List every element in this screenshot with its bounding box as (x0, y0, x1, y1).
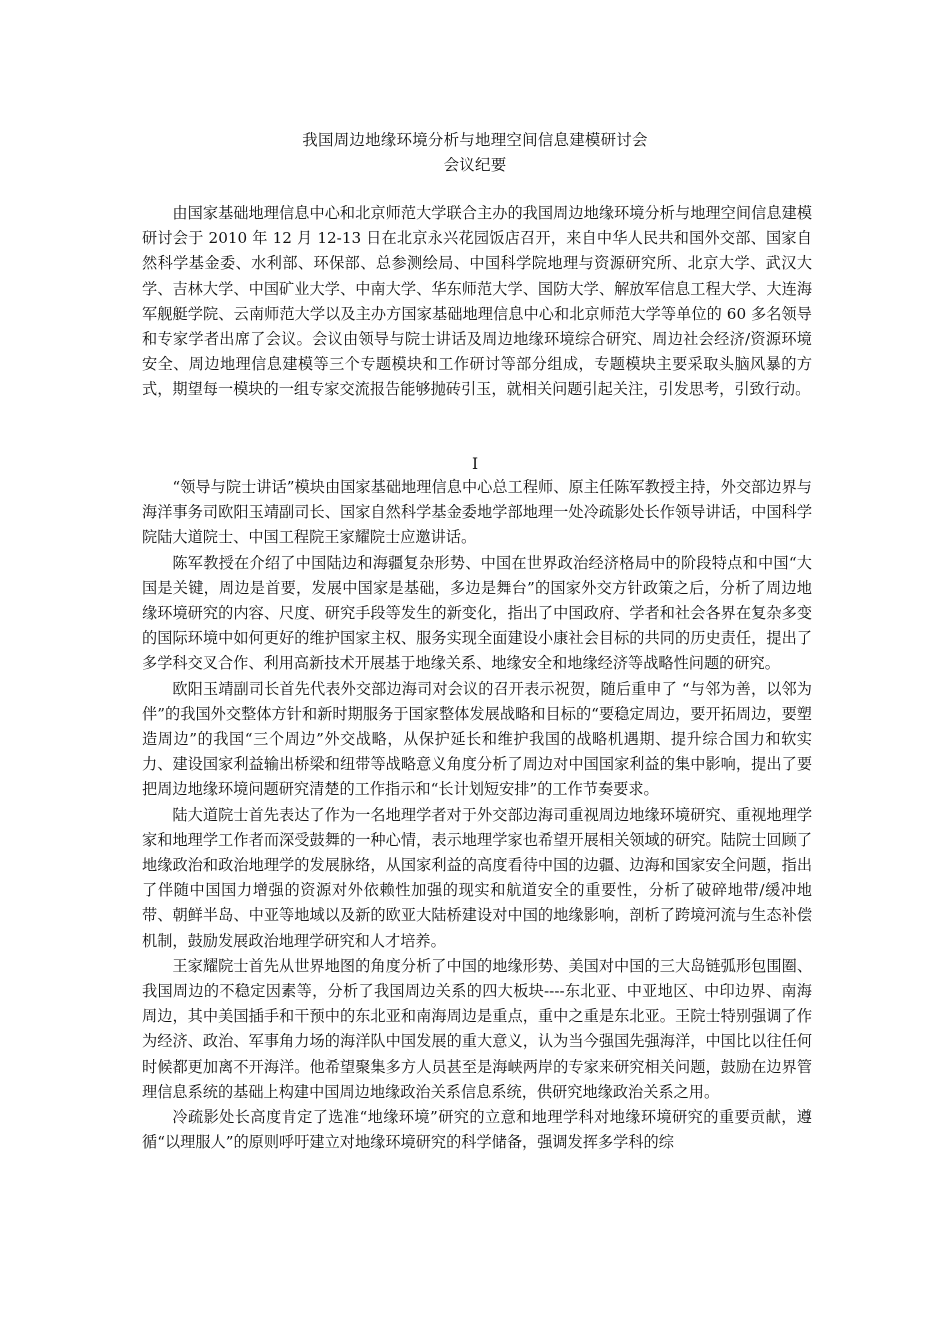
paragraph-4: 陆大道院士首先表达了作为一名地理学者对于外交部边海司重视周边地缘环境研究、重视地理学家和地理学工作者而深受鼓舞的一种心情，表示地理学家也希望开展相关领域的研究。陆院士回顾了地缘政治和政治地理学的发展脉络，从国家利益的高度看待中国的边疆、边海和国家安全问题，指出了伴随中国国力增强的资源对外依赖性加强的现实和航道安全的重要性，分析了破碎地带/缓冲地带、朝鲜半岛、中亚等地域以及新的欧亚大陆桥建设对中国的地缘影响，剖析了跨境河流与生态补偿机制，鼓励发展政治地理学研究和人才培养。 (142, 805, 812, 950)
section-body (142, 475, 812, 1155)
paragraph-2: 陈军教授在介绍了中国陆边和海疆复杂形势、中国在世界政治经济格局中的阶段特点和中国“大国是关键，周边是首要，发展中国家是基础，多边是舞台”的国家外交方针政策之后，分析了周边地缘环境研究的内容、尺度、研究手段等发生的新变化，指出了中国政府、学者和社会各界在复杂多变的国际环境中如何更好的维护国家主权、服务实现全面建设小康社会目标的共同的历史责任，提出了多学科交叉合作、利用高新技术开展基于地缘关系、地缘安全和地缘经济等战略性问题的研究。 (142, 553, 812, 673)
paragraph-1: “领导与院士讲话”模块由国家基础地理信息中心总工程师、原主任陈军教授主持，外交部边界与海洋事务司欧阳玉靖副司长、国家自然科学基金委地学部地理一处冷疏影处长作领导讲话，中国科学院陆大道院士、中国工程院王家耀院士应邀讲话。 (142, 478, 812, 547)
document-title: 我国周边地缘环境分析与地理空间信息建模研讨会 (302, 131, 648, 149)
intro-section (142, 201, 812, 403)
section-number: I (471, 455, 479, 473)
paragraph-3: 欧阳玉靖副司长首先代表外交部边海司对会议的召开表示祝贺，随后重申了 “与邻为善，以邻为伴”的我国外交整体方针和新时期服务于国家整体发展战略和目标的“要稳定周边，要开拓周边，要塑造周边”的我国“三个周边”外交战略，从保护延长和维护我国的战略机遇期、提升综合国力和软实力、建设国家利益输出桥梁和纽带等战略意义角度分析了周边对中国国家利益的集中影响，提出了要把周边地缘环境问题研究清楚的工作指示和“长计划短安排”的工作节奏要求。 (142, 679, 812, 799)
paragraph-5: 王家耀院士首先从世界地图的角度分析了中国的地缘形势、美国对中国的三大岛链弧形包围圈、我国周边的不稳定因素等，分析了我国周边关系的四大板块----东北亚、中亚地区、中印边界、南海周边，其中美国插手和干预中的东北亚和南海周边是重点，重中之重是东北亚。王院士特别强调了作为经济、政治、军事角力场的海洋队中国发展的重大意义，认为当今强国先强海洋，中国比以往任何时候都更加离不开海洋。他希望聚集多方人员甚至是海峡两岸的专家来研究相关问题，鼓励在边界管理信息系统的基础上构建中国周边地缘政治关系信息系统，供研究地缘政治关系之用。 (142, 956, 812, 1101)
document-subtitle: 会议纪要 (443, 156, 507, 174)
paragraph-6: 冷疏影处长高度肯定了选准“地缘环境”研究的立意和地理学科对地缘环境研究的重要贡献，遵循“以理服人”的原则呼吁建立对地缘环境研究的科学储备，强调发挥多学科的综 (142, 1108, 812, 1152)
intro-paragraph: 由国家基础地理信息中心和北京师范大学联合主办的我国周边地缘环境分析与地理空间信息建模研讨会于 2010 年 12 月 12-13 日在北京永兴花园饭店召开，来自中华人民共和国外交部、国家自然科学基金委、水利部、环保部、总参测绘局、中国科学院地理与资源研究所、北京大学、武汉大学、吉林大学、中国矿业大学、中南大学、华东师范大学、国防大学、解放军信息工程大学、大连海军舰艇学院、云南师范大学以及主办方国家基础地理信息中心和北京师范大学等单位的 60 多名领导和专家学者出席了会议。会议由领导与院士讲话及周边地缘环境综合研究、周边社会经济/资源环境安全、周边地理信息建模等三个专题模块和工作研讨等部分组成，专题模块主要采取头脑风暴的方式，期望每一模块的一组专家交流报告能够抛砖引玉，就相关问题引起关注，引发思考，引致行动。 (142, 204, 812, 399)
